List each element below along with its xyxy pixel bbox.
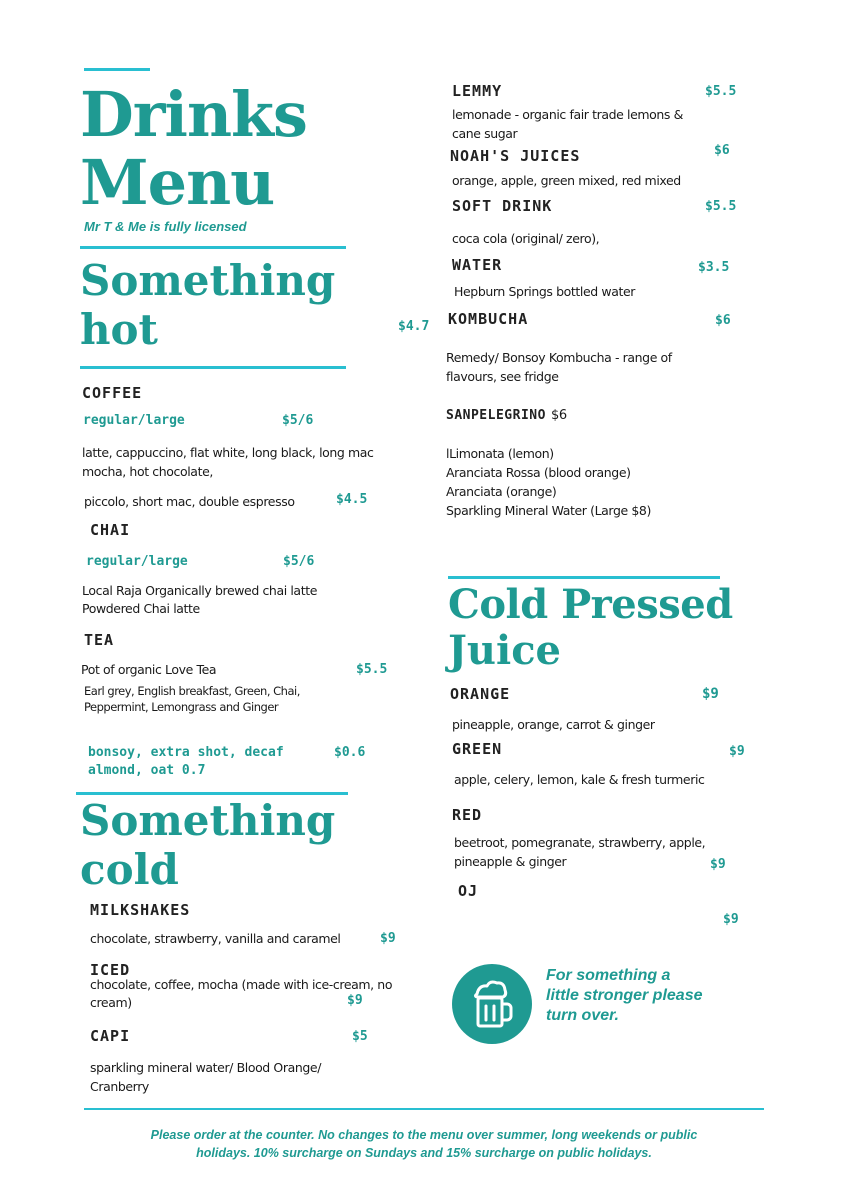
section-title-juice-line2: Juice <box>448 627 562 674</box>
iced-desc-line1: chocolate, coffee, mocha (made with ice-cream, no <box>90 977 393 992</box>
promo-line3: turn over. <box>546 1007 619 1024</box>
green-desc: apple, celery, lemon, kale & fresh turmeric <box>454 772 705 787</box>
extras-line1: bonsoy, extra shot, decaf <box>88 745 284 760</box>
capi-heading: CAPI <box>90 1027 131 1045</box>
sanpelegrino-price: $6 <box>551 408 567 423</box>
tea-heading: TEA <box>84 631 115 649</box>
coffee-size-price: $5/6 <box>282 413 314 428</box>
section-title-cold-line2: cold <box>80 845 179 894</box>
kombucha-price: $6 <box>715 313 731 328</box>
rule-above-cold <box>76 792 348 795</box>
milkshakes-desc: chocolate, strawberry, vanilla and caramel <box>90 931 341 946</box>
orange-price: $9 <box>702 686 719 702</box>
footer-rule <box>84 1108 764 1110</box>
tea-varieties-line1: Earl grey, English breakfast, Green, Chai, <box>84 684 300 698</box>
chai-desc-line1: Local Raja Organically brewed chai latte <box>82 583 317 598</box>
promo-line2: little stronger please <box>546 987 703 1004</box>
section-title-hot-line1: Something <box>80 256 336 305</box>
coffee-size-label: regular/large <box>83 413 185 428</box>
beer-mug-icon <box>452 964 532 1044</box>
sanpelegrino-item-3: Aranciata (orange) <box>446 484 557 499</box>
water-desc: Hepburn Springs bottled water <box>454 284 635 299</box>
milkshakes-price: $9 <box>380 931 396 946</box>
lemmy-desc-line1: lemonade - organic fair trade lemons & <box>452 107 683 122</box>
sanpelegrino-item-2: Aranciata Rossa (blood orange) <box>446 465 631 480</box>
noahs-heading: NOAH'S JUICES <box>450 147 581 165</box>
rule-below-hot <box>80 366 346 369</box>
extras-line2: almond, oat 0.7 <box>88 763 206 778</box>
tea-varieties-line2: Peppermint, Lemongrass and Ginger <box>84 700 279 714</box>
soft-drink-heading: SOFT DRINK <box>452 197 553 215</box>
rule-above-juice <box>448 576 720 579</box>
iced-heading: ICED <box>90 961 131 979</box>
menu-title-line2: Menu <box>80 146 275 219</box>
orange-desc: pineapple, orange, carrot & ginger <box>452 717 655 732</box>
soft-drink-desc: coca cola (original/ zero), <box>452 231 600 246</box>
coffee-heading: COFFEE <box>82 384 143 402</box>
extras-price: $0.6 <box>334 745 366 760</box>
sanpelegrino-item-1: lLimonata (lemon) <box>446 446 554 461</box>
chai-size-label: regular/large <box>86 554 188 569</box>
licensed-note: Mr T & Me is fully licensed <box>84 219 247 234</box>
green-price: $9 <box>729 744 745 759</box>
green-heading: GREEN <box>452 740 503 758</box>
section-title-cold-line1: Something <box>80 796 336 845</box>
coffee-small-price: $4.5 <box>336 492 368 507</box>
oj-heading: OJ <box>458 882 479 900</box>
lemmy-heading: LEMMY <box>452 82 503 100</box>
tea-price: $5.5 <box>356 662 388 677</box>
capi-desc-line2: Cranberry <box>90 1079 149 1094</box>
coffee-desc-line2: mocha, hot chocolate, <box>82 464 213 479</box>
tea-desc: Pot of organic Love Tea <box>81 662 217 677</box>
water-price: $3.5 <box>698 260 730 275</box>
iced-desc-line2: cream) <box>90 995 132 1010</box>
red-heading: RED <box>452 806 483 824</box>
kombucha-desc-line1: Remedy/ Bonsoy Kombucha - range of <box>446 350 672 365</box>
kombucha-desc-line2: flavours, see fridge <box>446 369 559 384</box>
top-rule <box>84 68 150 71</box>
kombucha-heading: KOMBUCHA <box>448 310 529 328</box>
section-title-hot-line2: hot <box>80 305 158 354</box>
noahs-price: $6 <box>714 143 730 158</box>
orange-heading: ORANGE <box>450 685 511 703</box>
chai-desc-line2: Powdered Chai latte <box>82 601 200 616</box>
oj-price: $9 <box>723 912 739 927</box>
chai-heading: CHAI <box>90 521 131 539</box>
sanpelegrino-item-4: Sparkling Mineral Water (Large $8) <box>446 503 651 518</box>
rule-above-hot <box>80 246 346 249</box>
milkshakes-heading: MILKSHAKES <box>90 901 191 919</box>
sanpelegrino-heading: SANPELEGRINO <box>446 408 546 423</box>
section-title-juice-line1: Cold Pressed <box>448 581 733 628</box>
capi-price: $5 <box>352 1029 368 1044</box>
lemmy-price: $5.5 <box>705 84 737 99</box>
capi-desc-line1: sparkling mineral water/ Blood Orange/ <box>90 1060 322 1075</box>
chai-size-price: $5/6 <box>283 554 315 569</box>
red-desc-line2: pineapple & ginger <box>454 854 567 869</box>
hot-price: $4.7 <box>398 319 430 334</box>
coffee-desc-line3: piccolo, short mac, double espresso <box>84 494 295 509</box>
water-heading: WATER <box>452 256 503 274</box>
lemmy-desc-line2: cane sugar <box>452 126 518 141</box>
coffee-desc-line1: latte, cappuccino, flat white, long black, long mac <box>82 445 374 460</box>
menu-title-line1: Drinks <box>80 78 307 151</box>
sanpelegrino-heading-row <box>446 404 567 425</box>
promo-line1: For something a <box>546 967 671 984</box>
soft-drink-price: $5.5 <box>705 199 737 214</box>
footer-line1: Please order at the counter. No changes to the menu over summer, long weekends or public <box>150 1128 698 1142</box>
iced-price: $9 <box>347 993 363 1008</box>
red-price: $9 <box>710 857 726 872</box>
footer-line2: holidays. 10% surcharge on Sundays and 15% surcharge on public holidays. <box>196 1146 652 1160</box>
noahs-desc: orange, apple, green mixed, red mixed <box>452 173 681 188</box>
red-desc-line1: beetroot, pomegranate, strawberry, apple, <box>454 835 706 850</box>
